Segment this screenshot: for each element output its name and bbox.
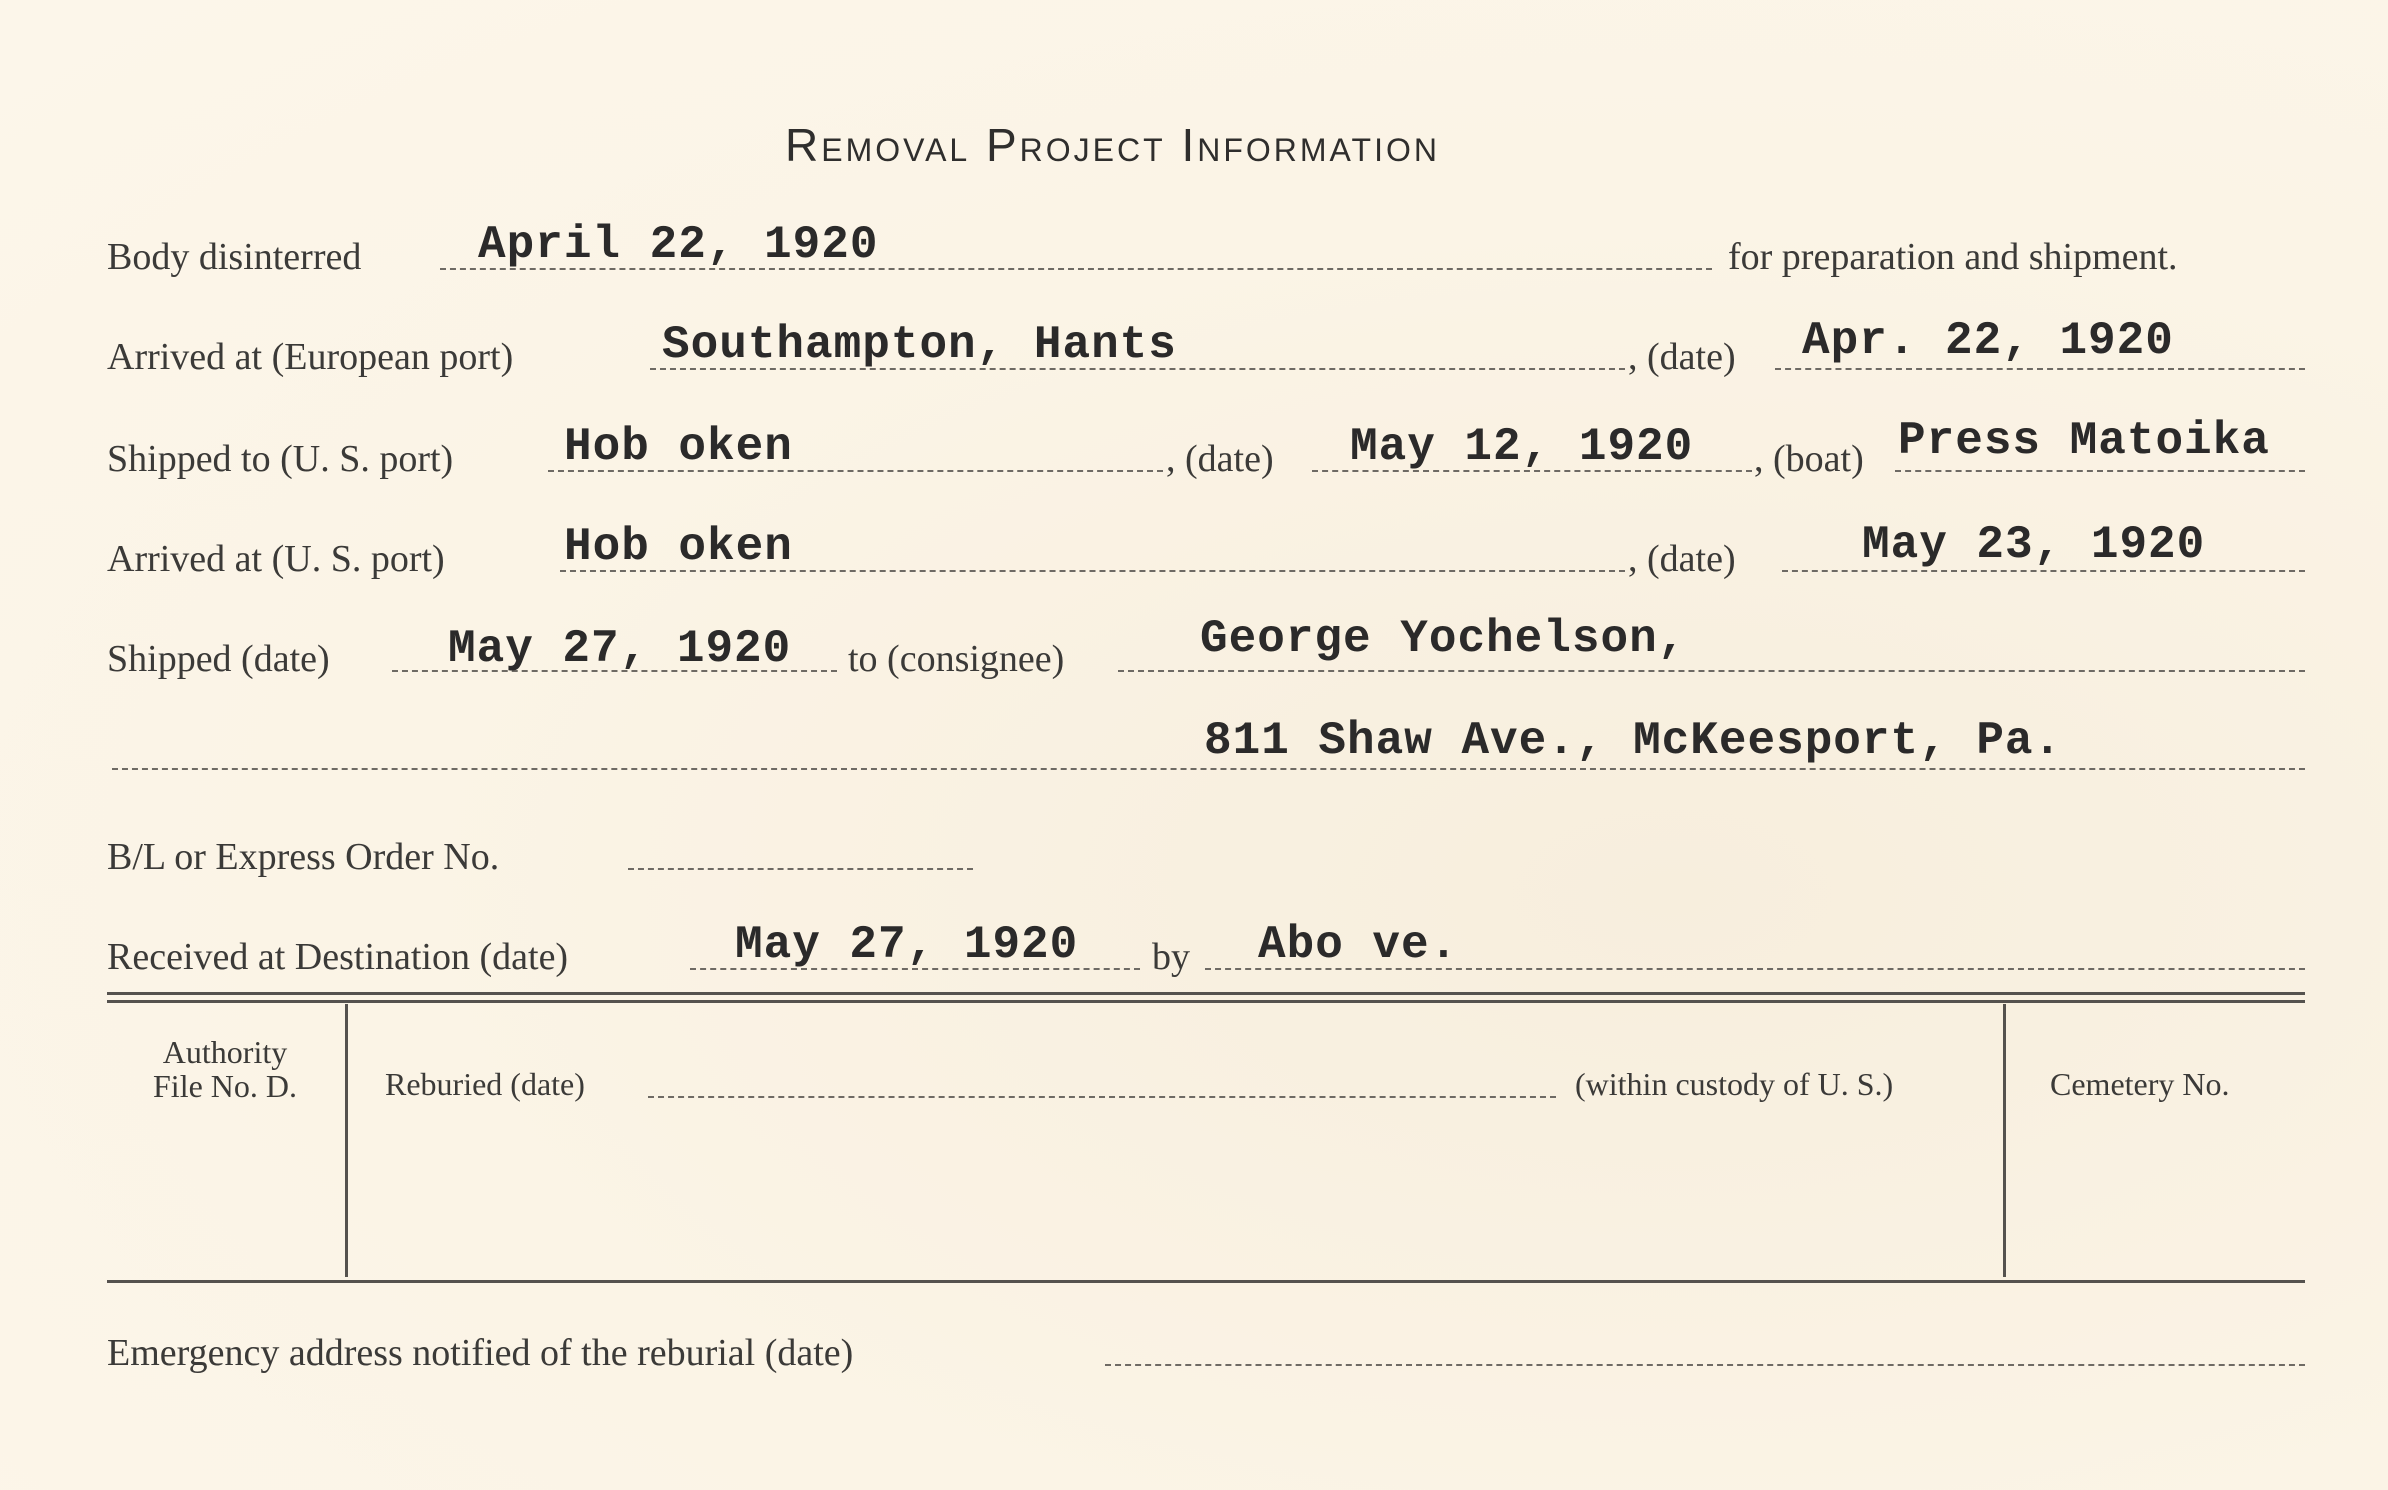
received-by-value: Abo ve. [1258, 919, 1459, 971]
emergency-dotted-line [1105, 1364, 2305, 1366]
received-by-label: by [1152, 936, 1190, 978]
custody-label: (within custody of U. S.) [1575, 1066, 1894, 1102]
shipped-us-date-value: May 12, 1920 [1350, 421, 1694, 473]
reburied-label: Reburied (date) [385, 1066, 585, 1102]
table-top-rule [107, 992, 2305, 995]
shipped-us-boat-value: Press Matoika [1898, 415, 2270, 467]
arrived-euro-port-value: Southampton, Hants [662, 319, 1177, 371]
table-divider-right [2003, 1004, 2006, 1277]
authority-file-label: Authority File No. D. [153, 1034, 297, 1104]
emergency-label: Emergency address notified of the reburial (date) [107, 1332, 854, 1374]
received-date-value: May 27, 1920 [735, 919, 1079, 971]
shipped-date-value: May 27, 1920 [448, 623, 792, 675]
shipped-date-label: Shipped (date) [107, 638, 330, 680]
disinterred-suffix: for preparation and shipment. [1728, 236, 2178, 278]
bl-order-dotted-line [628, 868, 973, 870]
disinterred-value: April 22, 1920 [478, 219, 879, 271]
consignee-value: George Yochelson, [1200, 613, 1687, 665]
reburied-dotted-line [648, 1096, 1556, 1098]
arrived-euro-label: Arrived at (European port) [107, 336, 514, 378]
shipped-us-boat-dotted-line [1895, 470, 2305, 472]
shipped-us-boat-label: , (boat) [1754, 438, 1864, 480]
arrived-euro-date-label: , (date) [1628, 336, 1736, 378]
arrived-us-date-value: May 23, 1920 [1862, 519, 2206, 571]
cemetery-no-label: Cemetery No. [2050, 1066, 2230, 1102]
bl-order-label: B/L or Express Order No. [107, 836, 500, 878]
arrived-euro-date-value: Apr. 22, 1920 [1802, 315, 2174, 367]
arrived-us-label: Arrived at (U. S. port) [107, 538, 445, 580]
shipped-us-date-label: , (date) [1166, 438, 1274, 480]
shipped-us-port-value: Hob oken [564, 421, 793, 473]
received-label: Received at Destination (date) [107, 936, 569, 978]
table-bottom-rule [107, 1280, 2305, 1283]
address-dotted-line [112, 768, 2305, 770]
consignee-address-value: 811 Shaw Ave., McKeesport, Pa. [1204, 715, 2063, 767]
arrived-euro-date-dotted-line [1775, 368, 2305, 370]
card-title: Removal Project Information [785, 119, 1440, 171]
arrived-us-port-value: Hob oken [564, 521, 793, 573]
disinterred-label: Body disinterred [107, 236, 362, 278]
table-top-rule-double [107, 1000, 2305, 1003]
shipped-us-label: Shipped to (U. S. port) [107, 438, 454, 480]
arrived-us-date-label: , (date) [1628, 538, 1736, 580]
table-divider-left [345, 1004, 348, 1277]
consignee-dotted-line [1118, 670, 2305, 672]
consignee-label: to (consignee) [848, 638, 1065, 680]
